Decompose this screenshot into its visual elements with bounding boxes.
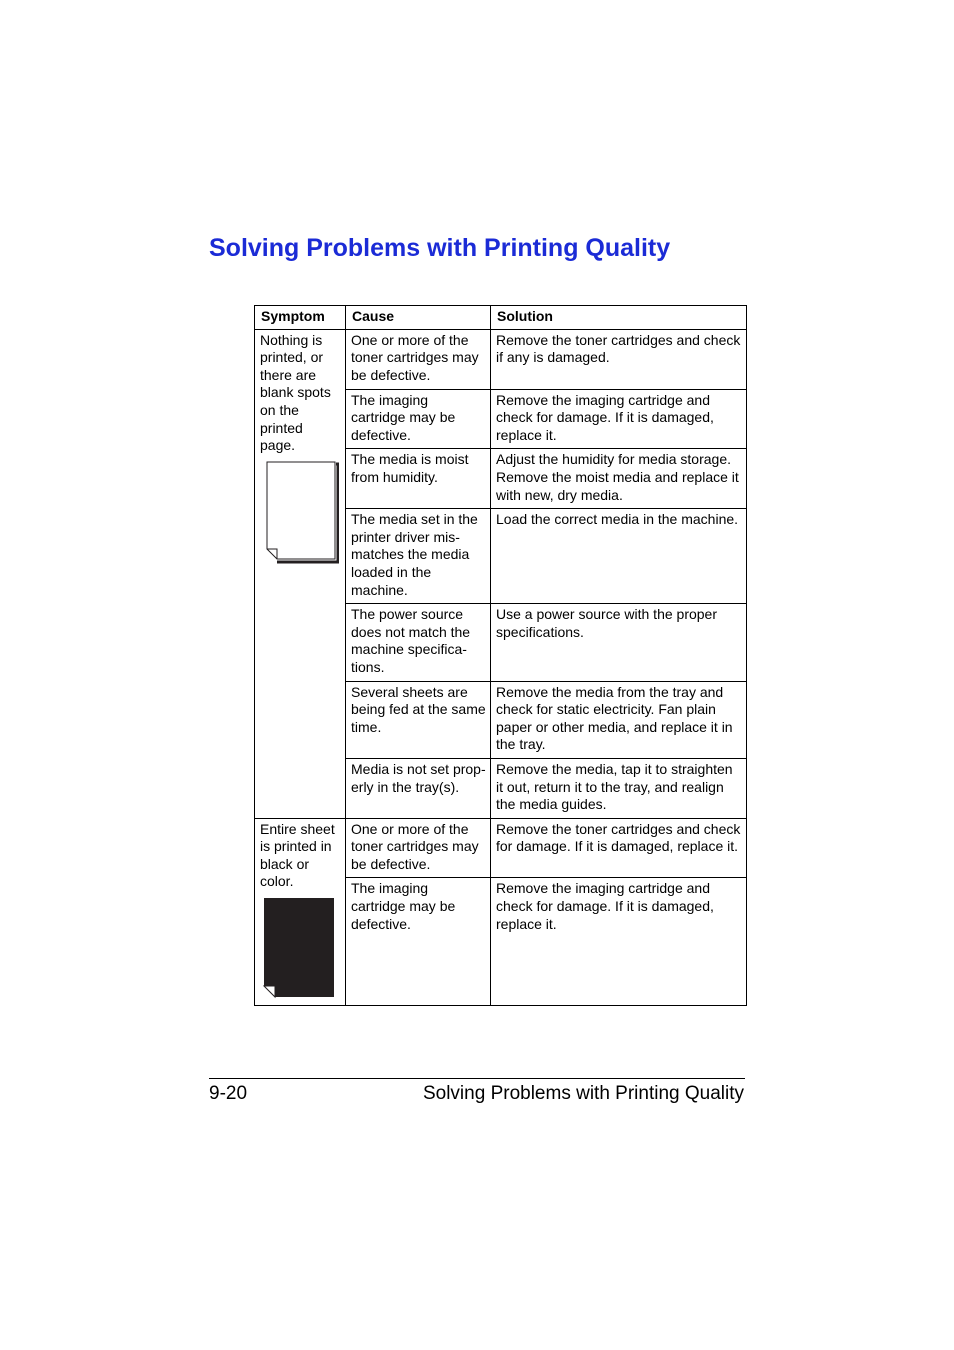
symptom-cell bbox=[255, 818, 346, 1006]
solution-cell: Remove the imaging cartridge and check for damage. If it is damaged, replace it. bbox=[491, 389, 747, 449]
cause-cell: The power source does not match the machine specifica-tions. bbox=[346, 604, 491, 681]
symptom-cell bbox=[255, 329, 346, 818]
cause-cell: The media is moist from humidity. bbox=[346, 449, 491, 509]
page-title: Solving Problems with Printing Quality bbox=[209, 234, 671, 262]
solution-cell: Remove the toner cartridges and check if any is damaged. bbox=[491, 329, 747, 389]
table-row bbox=[255, 818, 747, 878]
blank-page-illustration bbox=[263, 461, 339, 566]
footer-section-title: Solving Problems with Printing Quality bbox=[422, 1083, 744, 1104]
cause-cell: One or more of the toner cartridges may be defective. bbox=[346, 329, 491, 389]
table-header-row bbox=[255, 306, 747, 330]
symptom-text: Entire sheet is printed in black or color. bbox=[260, 820, 335, 890]
cause-cell: The media set in the printer driver mis-matches the media loaded in the machine. bbox=[346, 509, 491, 604]
solution-cell: Remove the media, tap it to straighten it out, return it to the tray, and realign the media guides. bbox=[491, 758, 747, 818]
troubleshooting-table bbox=[254, 305, 747, 1006]
table-row bbox=[255, 329, 747, 389]
solution-cell: Remove the media from the tray and check for static electricity. Fan plain paper or other media, and replace it in the tray. bbox=[491, 681, 747, 758]
page-number: 9-20 bbox=[209, 1083, 248, 1104]
solution-cell: Remove the imaging cartridge and check for damage. If it is damaged, replace it. bbox=[491, 878, 747, 1006]
solution-cell: Adjust the humidity for media storage. Remove the moist media and replace it with new, dry media. bbox=[491, 449, 747, 509]
symptom-text: Nothing is printed, or there are blank spots on the printed page. bbox=[260, 331, 331, 454]
solution-cell: Remove the toner cartridges and check for damage. If it is damaged, replace it. bbox=[491, 818, 747, 878]
header-symptom: Symptom bbox=[255, 306, 346, 330]
cause-cell: The imaging cartridge may be defective. bbox=[346, 389, 491, 449]
solution-cell: Use a power source with the proper specifications. bbox=[491, 604, 747, 681]
header-solution: Solution bbox=[491, 306, 747, 330]
solution-cell: Load the correct media in the machine. bbox=[491, 509, 747, 604]
footer-divider bbox=[209, 1078, 745, 1079]
header-cause: Cause bbox=[346, 306, 491, 330]
cause-cell: The imaging cartridge may be defective. bbox=[346, 878, 491, 1006]
cause-cell: Several sheets are being fed at the same time. bbox=[346, 681, 491, 758]
cause-cell: Media is not set prop-erly in the tray(s). bbox=[346, 758, 491, 818]
black-page-illustration bbox=[263, 897, 339, 1001]
cause-cell: One or more of the toner cartridges may be defective. bbox=[346, 818, 491, 878]
